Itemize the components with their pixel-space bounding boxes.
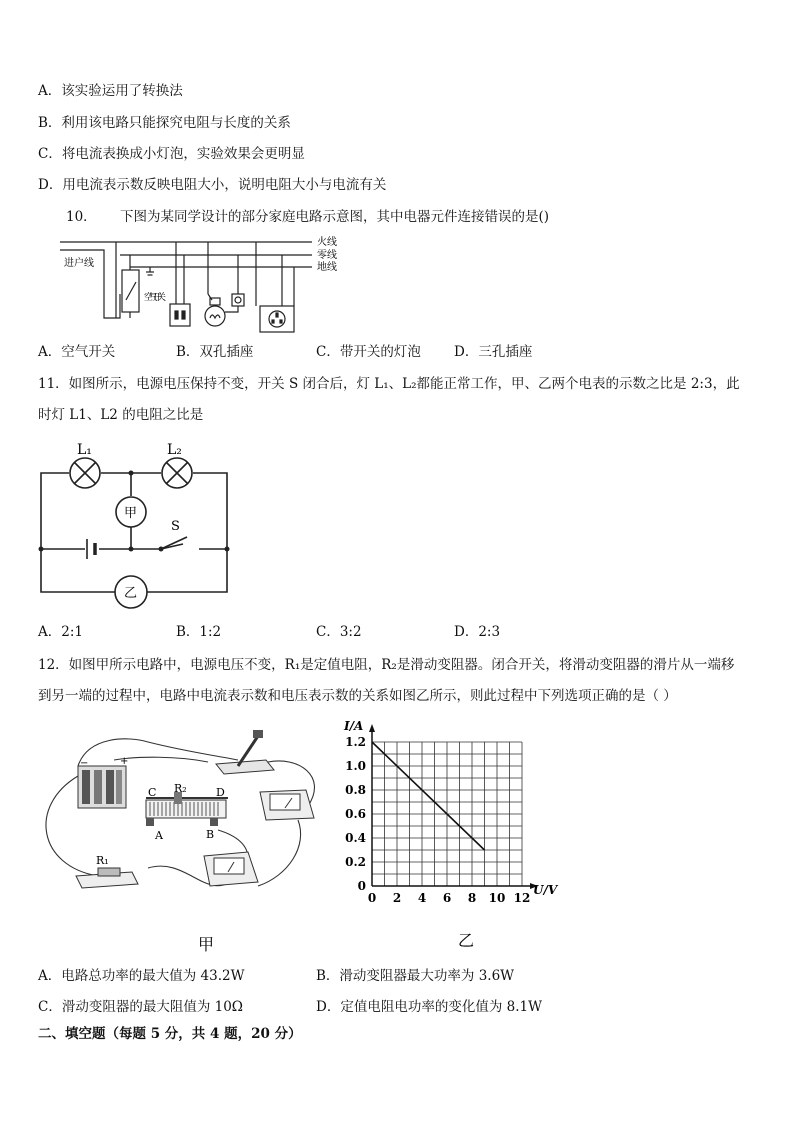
rheostat-b-label: B: [206, 828, 215, 841]
q10-option-c: C．带开关的灯泡: [316, 344, 421, 360]
q10-stem: 下图为某同学设计的部分家庭电路示意图，其中电器元件连接错误的是(): [120, 209, 550, 225]
meter-jia-label: 甲: [124, 506, 138, 521]
q10-number: 10．: [66, 209, 97, 225]
iu-chart: [336, 718, 576, 952]
q11-stem-line1: 11．如图所示，电源电压保持不变，开关 S 闭合后，灯 L₁、L₂都能正常工作，甲、乙两个电表的示数之比是 2:3，此: [38, 376, 740, 392]
lamp-l1-label: L₁: [77, 442, 92, 458]
q12-stem-line2: 到另一端的过程中，电路中电流表示数和电压表示数的关系如图乙所示，则此过程中下列选项正确的是（ ）: [38, 688, 677, 704]
air-breaker-label: 空气开关: [144, 293, 166, 303]
figure-jia-caption: 甲: [198, 935, 215, 954]
live-wire-label: 火线: [317, 237, 337, 248]
chart-x-tick-label: 12: [513, 891, 531, 905]
chart-y-arrow: [369, 724, 375, 732]
chart-series-line: [372, 742, 485, 850]
chart-y-tick-label: 0.2: [345, 855, 366, 869]
q10-option-a: A．空气开关: [38, 344, 116, 360]
switch-s-label: S: [171, 519, 180, 534]
svg-text:+: +: [120, 756, 129, 767]
chart-y-axis-label: I/A: [344, 719, 364, 733]
q9-option-a: A．该实验运用了转换法: [38, 83, 183, 99]
battery-pack: [78, 756, 128, 808]
chart-y-tick-label: 0.4: [345, 831, 366, 845]
chart-x-tick-label: 0: [367, 891, 377, 905]
household-circuit-diagram: [60, 234, 360, 338]
lamp-l2-label: L₂: [167, 442, 182, 458]
resistor-r1-label: R₁: [96, 854, 109, 867]
q12-stem-line1: 12．如图甲所示电路中，电源电压不变，R₁是定值电阻，R₂是滑动变阻器。闭合开关，将滑动变阻器的滑片从一端移: [38, 657, 735, 673]
meter-yi-label: 乙: [124, 586, 138, 601]
chart-y-tick-label: 1.2: [345, 735, 366, 749]
q12-option-c: C．滑动变阻器的最大阻值为 10Ω: [38, 999, 243, 1015]
physical-circuit-figure: [38, 726, 328, 956]
q9-option-b: B．利用该电路只能探究电阻与长度的关系: [38, 115, 291, 131]
q10-option-b: B．双孔插座: [176, 344, 254, 360]
chart-x-axis-label: U/V: [533, 883, 558, 897]
chart-x-tick-label: 2: [392, 891, 402, 905]
q12-option-b: B．滑动变阻器最大功率为 3.6W: [316, 968, 515, 984]
chart-y-tick-label: 0.6: [345, 807, 366, 821]
voltmeter: [204, 852, 258, 886]
rheostat-r2-label: R₂: [174, 782, 187, 795]
rheostat-a-label: A: [155, 829, 163, 842]
ground-wire-label: 地线: [317, 262, 337, 273]
q9-option-c: C．将电流表换成小灯泡，实验效果会更明显: [38, 146, 305, 162]
chart-y-tick-label: 1.0: [345, 759, 366, 773]
section-two-heading: 二、填空题（每题 5 分，共 4 题，20 分）: [38, 1026, 302, 1042]
q10-option-d: D．三孔插座: [454, 344, 533, 360]
figure-yi-caption: 乙: [458, 931, 475, 950]
q12-option-a: A．电路总功率的最大值为 43.2W: [38, 968, 245, 984]
chart-x-tick-label: 4: [417, 891, 427, 905]
q11-option-a: A．2:1: [38, 624, 83, 640]
chart-x-tick-label: 8: [467, 891, 477, 905]
fixed-resistor-r1: [76, 868, 138, 888]
q11-option-c: C．3:2: [316, 624, 362, 640]
rheostat-c-label: C: [148, 786, 157, 799]
svg-text:−: −: [80, 758, 89, 769]
series-lamp-circuit-diagram: [35, 436, 235, 612]
q12-option-d: D．定值电阻电功率的变化值为 8.1W: [316, 999, 542, 1015]
chart-y-tick-label: 0: [357, 879, 366, 893]
q11-option-d: D．2:3: [454, 624, 501, 640]
chart-x-tick-label: 10: [488, 891, 506, 905]
chart-y-tick-label: 0.8: [345, 783, 366, 797]
rheostat-d-label: D: [216, 786, 225, 799]
q9-option-d: D．用电流表示数反映电阻大小，说明电阻大小与电流有关: [38, 177, 387, 193]
ammeter: [260, 790, 314, 820]
entry-line-label: 进户线: [64, 258, 94, 269]
chart-x-tick-label: 6: [442, 891, 452, 905]
q11-stem-line2: 时灯 L1、L2 的电阻之比是: [38, 407, 204, 423]
knife-switch: [216, 730, 274, 774]
q11-option-b: B．1:2: [176, 624, 222, 640]
neutral-wire-label: 零线: [317, 250, 337, 261]
